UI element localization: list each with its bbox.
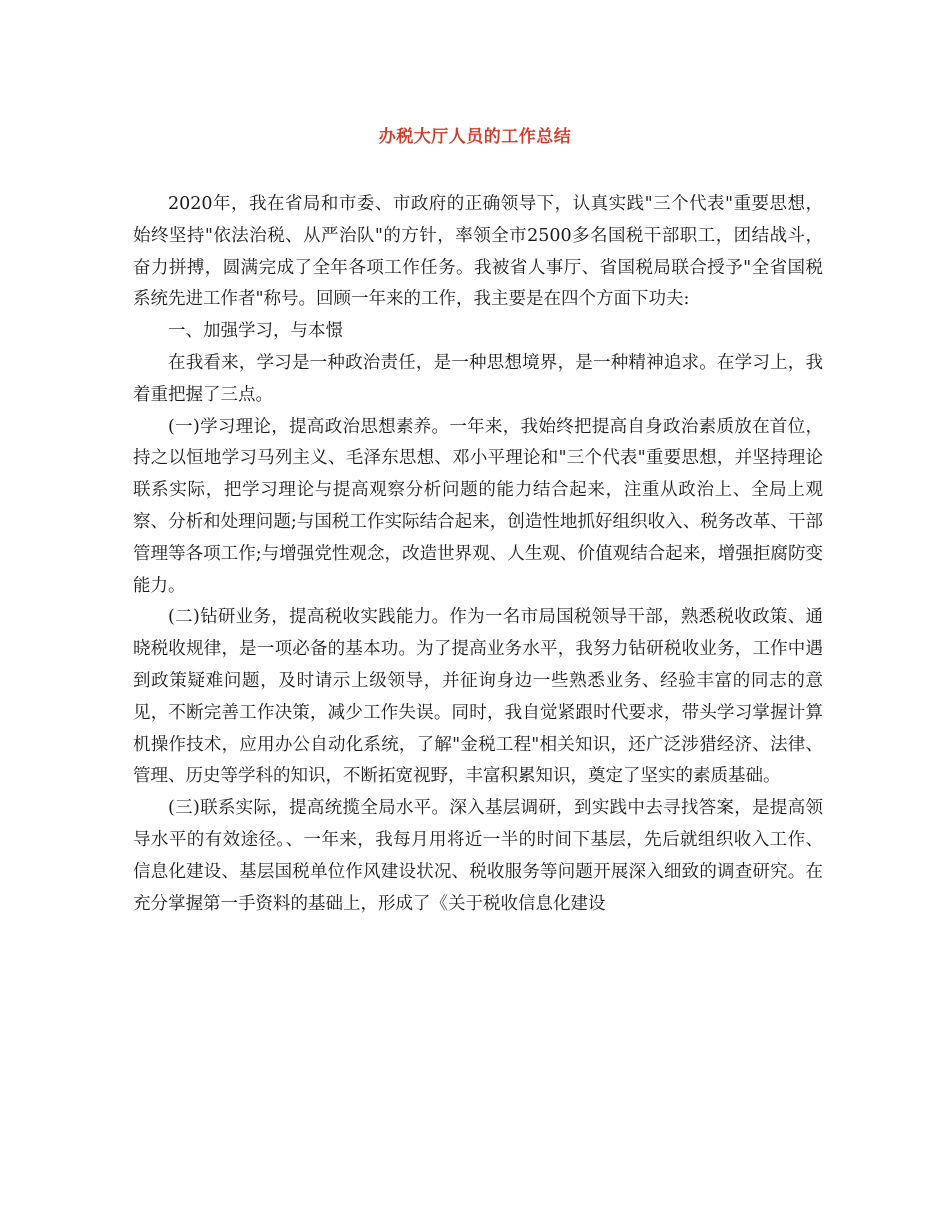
paragraph-business: (二)钻研业务，提高税收实践能力。作为一名市局国税领导干部，熟悉税收政策、通晓税收规律，是一项必备的基本功。为了提高业务水平，我努力钻研税收业务，工作中遇到政策疑难问题，及时请示上级领导，并征询身边一些熟悉业务、经验丰富的同志的意见，不断完善工作决策，减少工作失误。同时，我自觉紧跟时代要求，带头学习掌握计算机操作技术，应用办公自动化系统，了解"金税工程"相关知识，还广泛涉猎经济、法律、管理、历史等学科的知识，不断拓宽视野，丰富积累知识，奠定了坚实的素质基础。 [133,607,823,787]
document-body [133,189,823,920]
paragraph-theory: (一)学习理论，提高政治思想素养。一年来，我始终把提高自身政治素质放在首位，持之以恒地学习马列主义、毛泽东思想、邓小平理论和"三个代表"重要思想，并坚持理论联系实际，把学习理论与提高观察分析问题的能力结合起来，注重从政治上、全局上观察、分析和处理问题;与国税工作实际结合起来，创造性地抓好组织收入、税务改革、干部管理等各项工作;与增强党性观念，改造世界观、人生观、价值观结合起来，增强拒腐防变能力。 [133,416,823,596]
section-heading-1: 一、加强学习，与本憬 [168,321,343,342]
document-title: 办税大厅人员的工作总结 [378,127,572,147]
paragraph-intro: 2020年，我在省局和市委、市政府的正确领导下，认真实践"三个代表"重要思想，始终坚持"依法治税、从严治队"的方针，率领全市2500多名国税干部职工，团结战斗，奋力拼搏，圆满完成了全年各项工作任务。我被省人事厅、省国税局联合授予"全省国税系统先进工作者"称号。回顾一年来的工作，我主要是在四个方面下功夫: [133,194,823,310]
paragraph-practice: (三)联系实际，提高统揽全局水平。深入基层调研，到实践中去寻找答案，是提高领导水平的有效途径。、一年来，我每月用将近一半的时间下基层，先后就组织收入工作、信息化建设、基层国税单位作风建设状况、税收服务等问题开展深入细致的调查研究。在充分掌握第一手资料的基础上，形成了《关于税收信息化建设 [133,798,823,914]
paragraph-study-intro: 在我看来，学习是一种政治责任，是一种思想境界，是一种精神追求。在学习上，我着重把握了三点。 [133,352,823,405]
